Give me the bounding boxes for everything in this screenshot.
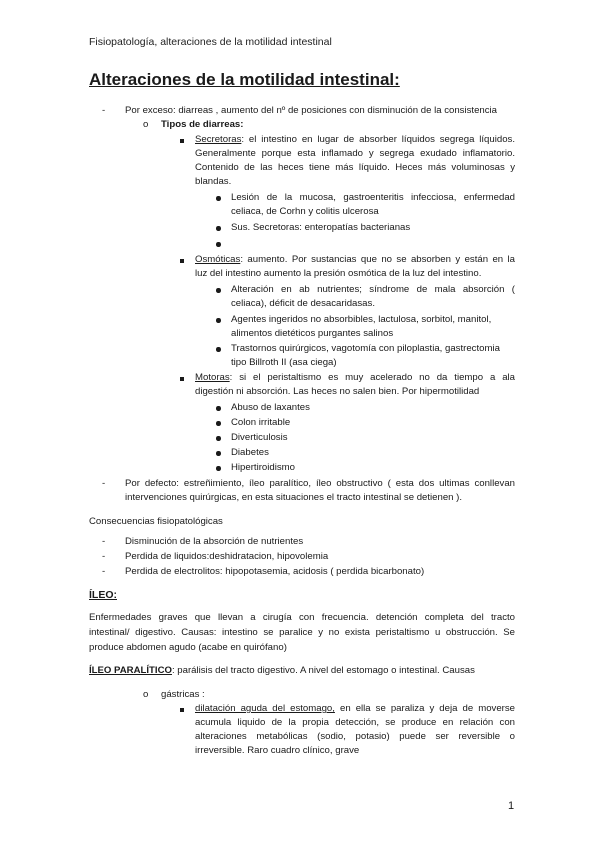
osmoticas-item-1-cont: celiaca), déficit de desacaridasas. [231, 298, 375, 309]
ileo-line-1: Enfermedades graves que llevan a cirugía con frecuencia. detención completa del tracto [89, 612, 515, 623]
motoras-item: Abuso de laxantes [231, 402, 310, 413]
round-bullet [216, 421, 221, 426]
consecuencias-item: Perdida de electrolitos: hipopotasemia, acidosis ( perdida bicarbonato) [125, 566, 425, 577]
consecuencias-heading: Consecuencias fisiopatológicas [89, 516, 223, 527]
defecto-line-1: Por defecto: estreñimiento, íleo paralítico, íleo obstructivo ( esta dos ultimas conllevan [125, 478, 515, 489]
dilatacion-line-2: acumula liquido de la propia detección, se produce en relación con [195, 717, 515, 728]
square-bullet [180, 139, 184, 143]
exceso-text: Por exceso: diarreas , aumento del nº de posiciones con disminución de la consistencia [125, 105, 498, 116]
ileo-line-3: produce abdomen agudo (acabe en quirófano) [89, 642, 287, 653]
secretoras-line-4: blandas. [195, 176, 232, 187]
defecto-line-2: intervenciones quirúrgicas, en esta situaciones el tracto intestinal se detienen ). [125, 492, 463, 503]
dash-marker: - [102, 566, 106, 577]
round-bullet [216, 466, 221, 471]
page-number: 1 [508, 800, 515, 812]
dilatacion-line-3: alteraciones metabólicas (sodio, potasio) puede ser reversible o [195, 731, 515, 742]
round-bullet [216, 226, 221, 231]
round-bullet [216, 436, 221, 441]
secretoras-item-2: Sus. Secretoras: enteropatías bacterianas [231, 222, 411, 233]
dilatacion-line-1: dilatación aguda del estomago, en ella se paraliza y deja de moverse [195, 703, 515, 714]
dash-marker: - [102, 105, 106, 116]
osmoticas-item-3: Trastornos quirúrgicos, vagotomía con piloplastia, gastrectomia [231, 343, 500, 354]
motoras-item: Diabetes [231, 447, 269, 458]
secretoras-term: Secretoras [195, 134, 242, 145]
round-bullet [216, 288, 221, 293]
osmoticas-term: Osmóticas [195, 254, 241, 265]
motoras-term: Motoras [195, 372, 230, 383]
motoras-line-2: digestión ni absorción. Las heces no salen bien. Por hipermotilidad [195, 386, 480, 397]
ileo-heading: ÍLEO: [89, 589, 117, 601]
dash-marker: - [102, 551, 106, 562]
round-bullet [216, 196, 221, 201]
osmoticas-item-3-cont: tipo Billroth II (asa ciega) [231, 357, 337, 368]
consecuencias-item: Perdida de liquidos:deshidratacion, hipovolemia [125, 551, 329, 562]
osmoticas-item-2-cont: alimentos dietéticos purgantes salinos [231, 328, 394, 339]
circle-marker: o [143, 689, 149, 700]
square-bullet [180, 377, 184, 381]
circle-marker: o [143, 119, 149, 130]
ileo-paralitico-label: ÍLEO PARALÍTICO [89, 665, 172, 676]
round-bullet [216, 242, 221, 247]
secretoras-line-3: Contenido de las heces tiene más líquido. Heces más voluminosas y [195, 162, 515, 173]
dilatacion-line-4: irreversible. Raro cuadro clínico, grave [195, 745, 360, 756]
ileo-paralitico-line: ÍLEO PARALÍTICO: parálisis del tracto digestivo. A nivel del estomago o intestinal. Causas [89, 665, 475, 676]
motoras-line-1: Motoras: si el peristaltismo es muy acelerado no da tiempo a ala [195, 372, 515, 383]
round-bullet [216, 451, 221, 456]
running-header: Fisiopatología, alteraciones de la motilidad intestinal [89, 36, 332, 48]
tipos-diarreas-label: Tipos de diarreas: [161, 119, 244, 130]
dash-marker: - [102, 478, 106, 489]
round-bullet [216, 318, 221, 323]
secretoras-line-1: Secretoras: el intestino en lugar de absorber líquidos segrega líquidos. [195, 134, 515, 145]
motoras-item: Diverticulosis [231, 432, 288, 443]
round-bullet [216, 406, 221, 411]
round-bullet [216, 347, 221, 352]
dash-marker: - [102, 536, 106, 547]
secretoras-line-2: Generalmente porque esta inflamado y segrega exudado inflamatorio. [195, 148, 515, 159]
motoras-item: Hipertiroidismo [231, 462, 295, 473]
page-title: Alteraciones de la motilidad intestinal: [89, 70, 400, 89]
osmoticas-line-1: Osmóticas: aumento. Por sustancias que no se absorben y están en la [195, 254, 515, 265]
motoras-item: Colon irritable [231, 417, 291, 428]
ileo-line-2: intestinal/ digestivo. Causas: intestino se paralice y no exista peristaltismo u obstrucción. Se [89, 627, 515, 638]
osmoticas-item-1: Alteración en ab nutrientes; síndrome de mala absorción ( [231, 284, 515, 295]
consecuencias-item: Disminución de la absorción de nutrientes [125, 536, 304, 547]
dilatacion-term: dilatación aguda del estomago, [195, 703, 335, 714]
square-bullet [180, 708, 184, 712]
osmoticas-item-2: Agentes ingeridos no absorbibles, lactulosa, sorbitol, manitol, [231, 314, 492, 325]
square-bullet [180, 259, 184, 263]
gastricas-label: gástricas : [161, 689, 205, 700]
secretoras-item-1-cont: celiaca, de Corhn y colitis ulcerosa [231, 206, 379, 217]
secretoras-item-1: Lesión de la mucosa, gastroenteritis infecciosa, enfermedad [231, 192, 515, 203]
osmoticas-line-2: luz del intestino aumento la presión osmótica de la luz del intestino. [195, 268, 482, 279]
